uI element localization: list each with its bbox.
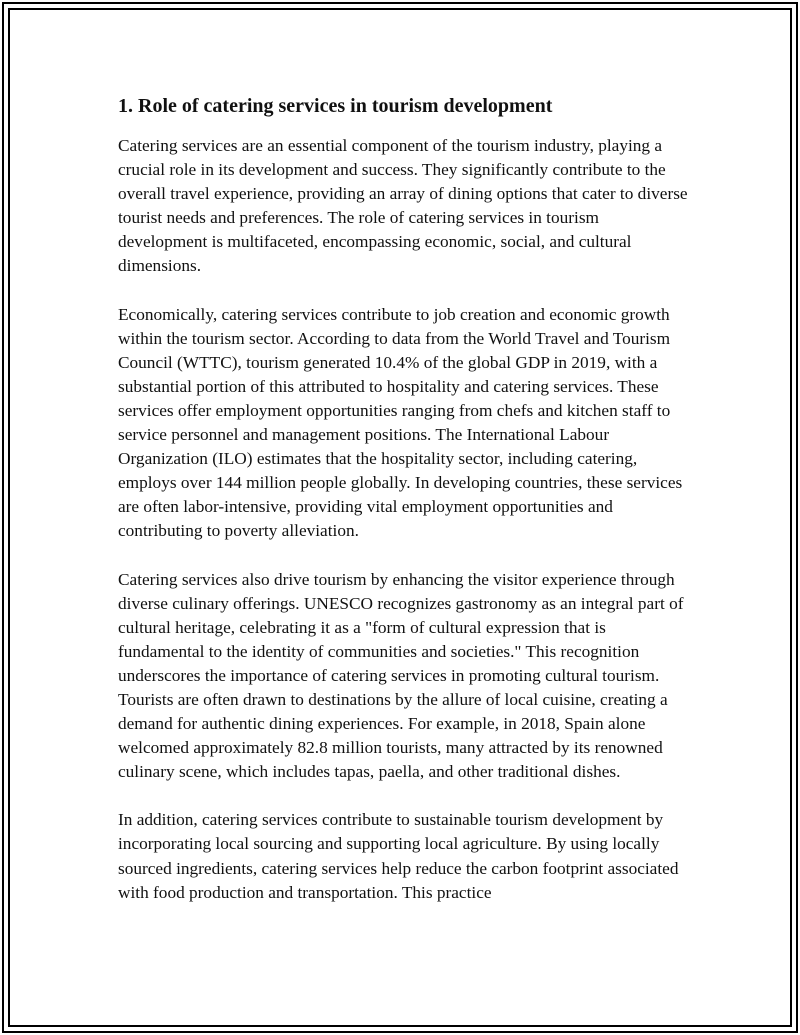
document-body	[118, 92, 688, 929]
paragraph-sustainable: In addition, catering services contribute to sustainable tourism development by incorporating local sourcing and supporting local agriculture. By using locally sourced ingredients, catering services help reduce the carbon footprint associated with food production and transportation. This practice	[118, 810, 679, 902]
paragraph-intro: Catering services are an essential component of the tourism industry, playing a crucial role in its development and success. They significantly contribute to the overall travel experience, providing an array of dining options that cater to diverse tourist needs and preferences. The role of catering services in tourism development is multifaceted, encompassing economic, social, and cultural dimensions.	[118, 136, 688, 276]
paragraph-economic: Economically, catering services contribute to job creation and economic growth within the tourism sector. According to data from the World Travel and Tourism Council (WTTC), tourism generated 10.4% of the global GDP in 2019, with a substantial portion of this attributed to hospitality and catering services. These services offer employment opportunities ranging from chefs and kitchen staff to service personnel and management positions. The International Labour Organization (ILO) estimates that the hospitality sector, including catering, employs over 144 million people globally. In developing countries, these services are often labor-intensive, providing vital employment opportunities and contributing to poverty alleviation.	[118, 304, 683, 541]
paragraph-cultural: Catering services also drive tourism by enhancing the visitor experience through diverse culinary offerings. UNESCO recognizes gastronomy as an integral part of cultural heritage, celebrating it as a "form of cultural expression that is fundamental to the identity of communities and societies." This recognition underscores the importance of catering services in promoting cultural tourism. Tourists are often drawn to destinations by the allure of local cuisine, creating a demand for authentic dining experiences. For example, in 2018, Spain alone welcomed approximately 82.8 million tourists, many attracted by its renowned culinary scene, which includes tapas, paella, and other traditional dishes.	[118, 569, 684, 782]
section-heading: 1. Role of catering services in tourism development	[118, 95, 553, 117]
